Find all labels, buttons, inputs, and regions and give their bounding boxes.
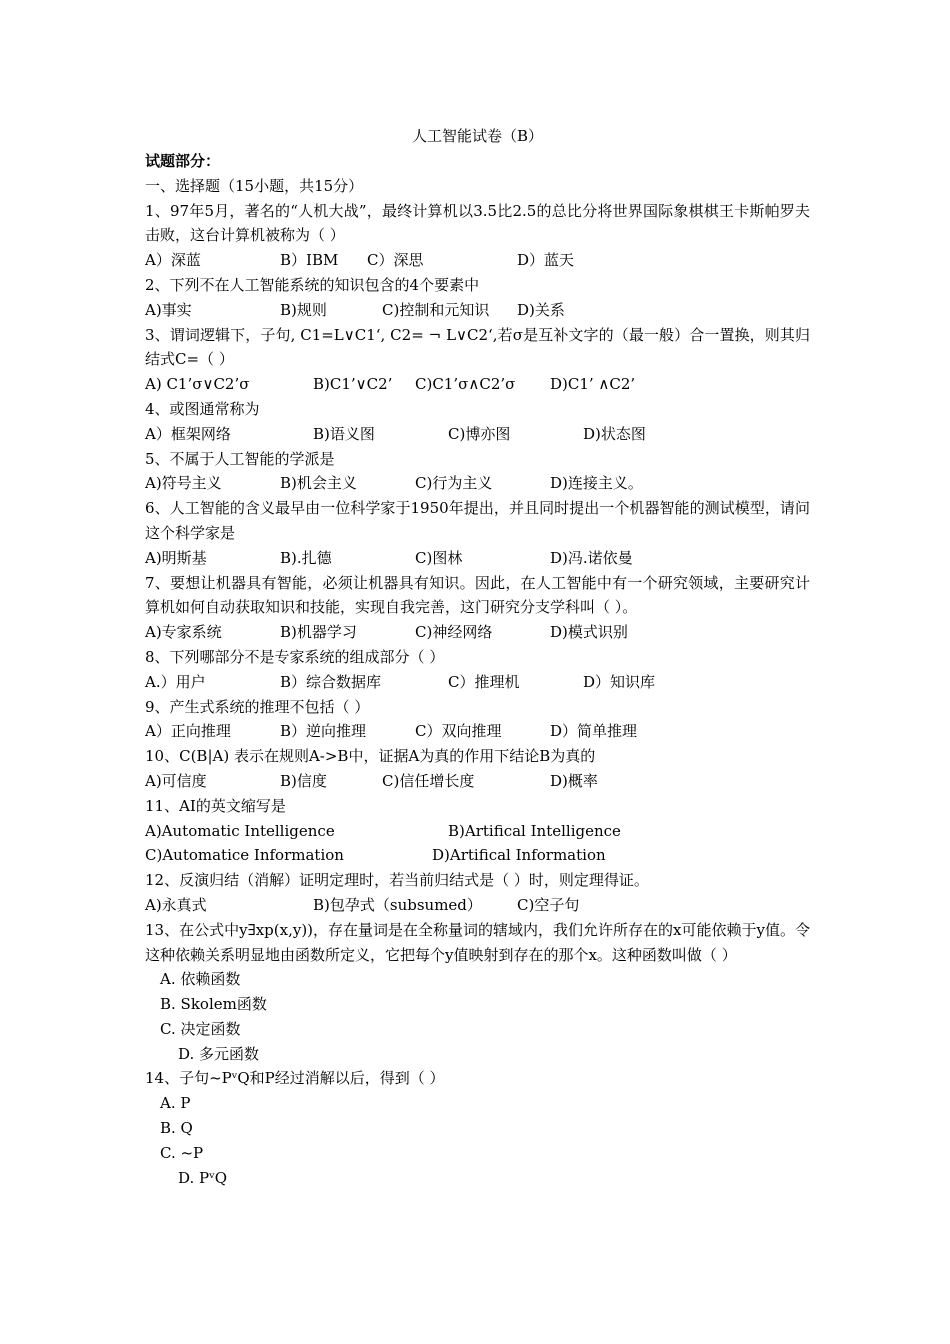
options-11-ab xyxy=(145,819,810,844)
option-b: B)信度 xyxy=(280,771,327,790)
option-d: D）简单推理 xyxy=(550,722,638,741)
option-a: A)永真式 xyxy=(145,895,207,914)
question-8: 8、下列哪部分不是专家系统的组成部分（ ） xyxy=(145,647,445,666)
options-6 xyxy=(145,546,810,571)
question-3: 3、谓词逻辑下，子句, C1=L∨C1‘, C2= ¬ L∨C2‘,若σ是互补文字的（最一般）合一置换，则其归结式C=（ ） xyxy=(145,325,810,369)
question-1: 1、97年5月，著名的“人机大战”，最终计算机以3.5比2.5的总比分将世界国际象棋棋王卡斯帕罗夫击败，这台计算机被称为（ ） xyxy=(145,201,810,245)
option-d: D)冯.诺依曼 xyxy=(550,548,633,567)
exam-title: 人工智能试卷（B） xyxy=(411,127,544,145)
option-a: A)符号主义 xyxy=(145,474,222,493)
option-13-a: A. 依赖函数 xyxy=(160,970,241,989)
option-b: B）IBM xyxy=(280,251,339,270)
option-a: A)专家系统 xyxy=(145,623,222,642)
option-b: B)规则 xyxy=(280,300,327,319)
option-c: C)行为主义 xyxy=(415,474,493,493)
options-4 xyxy=(145,422,810,447)
option-c: C)图林 xyxy=(415,548,463,567)
option-c: C)神经网络 xyxy=(415,623,493,642)
section-heading: 试题部分： xyxy=(145,152,221,170)
question-13: 13、在公式中y∃xp(x,y))，存在量词是在全称量词的辖域内，我们允许所存在的x可能依赖于y值。令这种依赖关系明显地由函数所定义，它把每个y值映射到存在的那个x。这种函数叫做（ ） xyxy=(145,920,810,964)
option-b: B)机会主义 xyxy=(280,474,357,493)
options-10 xyxy=(145,769,810,794)
option-c: C)空子句 xyxy=(517,895,580,914)
option-a: A）深蓝 xyxy=(145,251,201,270)
options-3 xyxy=(145,372,810,397)
question-5: 5、不属于人工智能的学派是 xyxy=(145,449,335,468)
question-9: 9、产生式系统的推理不包括（ ） xyxy=(145,697,370,716)
option-a: A.）用户 xyxy=(145,672,206,691)
option-d: D)概率 xyxy=(550,771,598,790)
option-b: B）综合数据库 xyxy=(280,672,382,691)
option-c: C)Automatice Information xyxy=(145,846,344,865)
option-c: C）推理机 xyxy=(448,672,520,691)
question-6: 6、人工智能的含义最早由一位科学家于1950年提出，并且同时提出一个机器智能的测试模型，请问这个科学家是 xyxy=(145,499,810,542)
exam-page xyxy=(145,124,810,1190)
option-13-b: B. Skolem函数 xyxy=(160,995,267,1014)
question-14: 14、子句~PᵛQ和P经过消解以后，得到（ ） xyxy=(145,1069,445,1088)
option-c: C)C1’σ∧C2’σ xyxy=(415,375,516,394)
option-b: B)包孕式（subsumed） xyxy=(313,895,482,914)
option-b: B).扎德 xyxy=(280,548,332,567)
option-a: A)事实 xyxy=(145,300,192,319)
option-d: D）知识库 xyxy=(583,672,656,691)
option-c: C)博亦图 xyxy=(448,424,511,443)
option-a: A）正向推理 xyxy=(145,722,231,741)
question-7: 7、要想让机器具有智能，必须让机器具有知识。因此，在人工智能中有一个研究领域，主要研究计算机如何自动获取知识和技能，实现自我完善，这门研究分支学科叫（ ）。 xyxy=(145,573,810,617)
option-b: B)语义图 xyxy=(313,424,375,443)
option-13-d: D. 多元函数 xyxy=(178,1044,260,1063)
option-d: D)模式识别 xyxy=(550,623,628,642)
option-a: A）框架网络 xyxy=(145,424,231,443)
part-heading: 一、选择题（15小题，共15分） xyxy=(145,176,364,195)
question-11: 11、AI的英文缩写是 xyxy=(145,796,286,815)
options-11-cd xyxy=(145,843,810,868)
question-12: 12、反演归结（消解）证明定理时，若当前归结式是（ ）时，则定理得证。 xyxy=(145,871,649,890)
option-13-c: C. 决定函数 xyxy=(160,1019,241,1038)
option-c: C)控制和元知识 xyxy=(382,300,490,319)
option-c: C）深思 xyxy=(367,251,424,270)
option-14-d: D. PᵛQ xyxy=(178,1168,228,1187)
option-14-b: B. Q xyxy=(160,1119,193,1138)
option-b: B）逆向推理 xyxy=(280,722,367,741)
options-9 xyxy=(145,719,810,744)
question-2: 2、下列不在人工智能系统的知识包含的4个要素中 xyxy=(145,275,480,294)
option-d: D)关系 xyxy=(517,300,565,319)
option-a: A)可信度 xyxy=(145,771,207,790)
option-a: A)明斯基 xyxy=(145,548,207,567)
option-d: D)Artifical Information xyxy=(432,846,606,865)
question-10: 10、C(B|A) 表示在规则A->B中，证据A为真的作用下结论B为真的 xyxy=(145,747,596,766)
option-14-a: A. P xyxy=(160,1094,191,1113)
options-7 xyxy=(145,620,810,645)
option-b: B)机器学习 xyxy=(280,623,357,642)
options-12 xyxy=(145,893,810,918)
option-d: D）蓝天 xyxy=(517,251,575,270)
options-1 xyxy=(145,248,810,273)
options-8 xyxy=(145,670,810,695)
option-d: D)连接主义。 xyxy=(550,474,643,493)
options-2 xyxy=(145,298,810,323)
option-d: D)C1’ ∧C2’ xyxy=(550,375,636,394)
options-5 xyxy=(145,471,810,496)
option-c: C)信任增长度 xyxy=(382,771,475,790)
option-a: A)Automatic Intelligence xyxy=(145,821,335,840)
option-b: B)Artifical Intelligence xyxy=(448,821,621,840)
question-4: 4、或图通常称为 xyxy=(145,399,260,418)
option-c: C）双向推理 xyxy=(415,722,502,741)
option-a: A) C1’σ∨C2’σ xyxy=(145,375,250,394)
option-d: D)状态图 xyxy=(583,424,646,443)
option-b: B)C1’∨C2’ xyxy=(313,375,393,394)
option-14-c: C. ~P xyxy=(160,1143,204,1162)
